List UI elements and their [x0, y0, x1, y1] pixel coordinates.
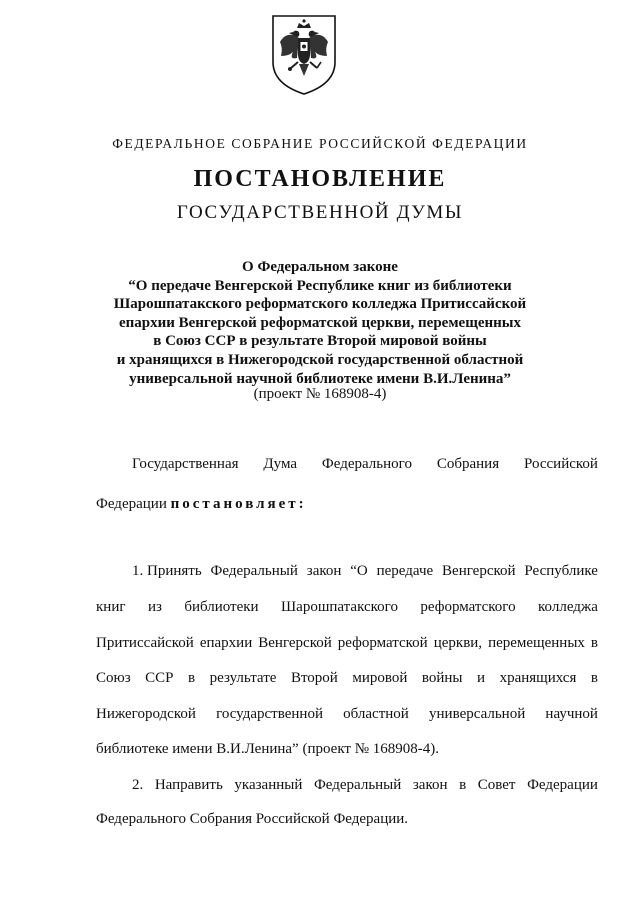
- word: Притиссайской: [96, 635, 194, 651]
- word: Республике: [524, 563, 598, 579]
- word: перемещенных: [488, 635, 585, 651]
- word: закон: [412, 777, 448, 793]
- word: мировой: [352, 670, 408, 686]
- word: универсальной: [429, 706, 526, 722]
- item-1-line: библиотеке имени В.И.Ленина” (проект № 168908-4).: [96, 741, 440, 757]
- word: хранящихся: [499, 670, 577, 686]
- word: Второй: [290, 670, 338, 686]
- word: в: [188, 670, 196, 686]
- word: научной: [545, 706, 598, 722]
- item-2-line: [132, 776, 598, 794]
- word: Государственная: [132, 456, 239, 472]
- assembly-name: ФЕДЕРАЛЬНОЕ СОБРАНИЕ РОССИЙСКОЙ ФЕДЕРАЦИИ: [112, 136, 528, 151]
- word: Дума: [263, 456, 298, 472]
- word: Российской: [524, 456, 598, 472]
- word: ССР: [145, 670, 174, 686]
- word: Венгерской: [442, 563, 516, 579]
- law-title-line: епархии Венгерской реформатской церкви, перемещенных: [118, 314, 522, 331]
- word: Шарошпатакского: [281, 599, 398, 615]
- word: Федерации: [96, 496, 167, 512]
- word: войны: [421, 670, 463, 686]
- project-number: (проект № 168908-4): [253, 386, 387, 402]
- word: Федерации: [527, 777, 598, 793]
- item-1-line: [96, 598, 598, 616]
- word: Нижегородской: [96, 706, 196, 722]
- item-1-line: [96, 669, 598, 687]
- item-1-line: [96, 634, 598, 652]
- word: из: [147, 599, 162, 615]
- word: в: [590, 670, 598, 686]
- word: результате: [209, 670, 277, 686]
- word: реформатского: [420, 599, 516, 615]
- word: 1. Принять: [132, 563, 202, 579]
- word: епархии: [199, 635, 253, 651]
- word: Федеральный: [210, 563, 298, 579]
- word: Собрания: [436, 456, 500, 472]
- word: Федеральный: [313, 777, 402, 793]
- law-title-line: в Союз ССР в результате Второй мировой войны: [153, 333, 487, 350]
- word: 2.: [132, 777, 144, 793]
- document-type-title: ПОСТАНОВЛЕНИЕ: [193, 166, 447, 192]
- word: Совет: [477, 777, 516, 793]
- item-1-line: [132, 562, 598, 580]
- word: колледжа: [538, 599, 598, 615]
- word: в: [459, 777, 467, 793]
- preamble-line: [132, 455, 598, 473]
- document-issuer-subtitle: ГОСУДАРСТВЕННОЙ ДУМЫ: [176, 202, 464, 223]
- law-title-line: Шарошпатакского реформатского колледжа Притиссайской: [113, 296, 527, 313]
- preamble-line: [96, 495, 307, 513]
- decree-verb: постановляет:: [170, 496, 307, 512]
- word: библиотеки: [184, 599, 259, 615]
- word: Венгерской: [258, 635, 332, 651]
- word: государственной: [216, 706, 323, 722]
- word: закон: [306, 563, 342, 579]
- law-title: [80, 258, 560, 388]
- item-1-line: [96, 705, 598, 723]
- preamble-paragraph: [96, 455, 598, 515]
- law-title-line: “О передаче Венгерской Республике книг из библиотеки: [128, 277, 512, 294]
- word: реформатской: [337, 635, 428, 651]
- russian-coat-of-arms-icon: [269, 12, 339, 98]
- word: Союз: [96, 670, 131, 686]
- word: указанный: [234, 777, 303, 793]
- item-2-paragraph: [96, 776, 598, 836]
- word: “О: [350, 563, 368, 579]
- word: Направить: [154, 777, 223, 793]
- law-title-line: О Федеральном законе: [242, 259, 398, 275]
- law-title-line: и хранящихся в Нижегородской государственной областной: [116, 351, 524, 368]
- word: передаче: [376, 563, 434, 579]
- word: церкви,: [433, 635, 483, 651]
- word: книг: [96, 599, 126, 615]
- item-1-paragraph: [96, 562, 598, 762]
- law-title-line: универсальной научной библиотеке имени В.И.Ленина”: [129, 370, 511, 387]
- item-2-line: Федерального Собрания Российской Федерации.: [96, 811, 409, 827]
- word: в: [590, 635, 598, 651]
- word: Федерального: [321, 456, 412, 472]
- word: и: [477, 670, 486, 686]
- word: областной: [343, 706, 409, 722]
